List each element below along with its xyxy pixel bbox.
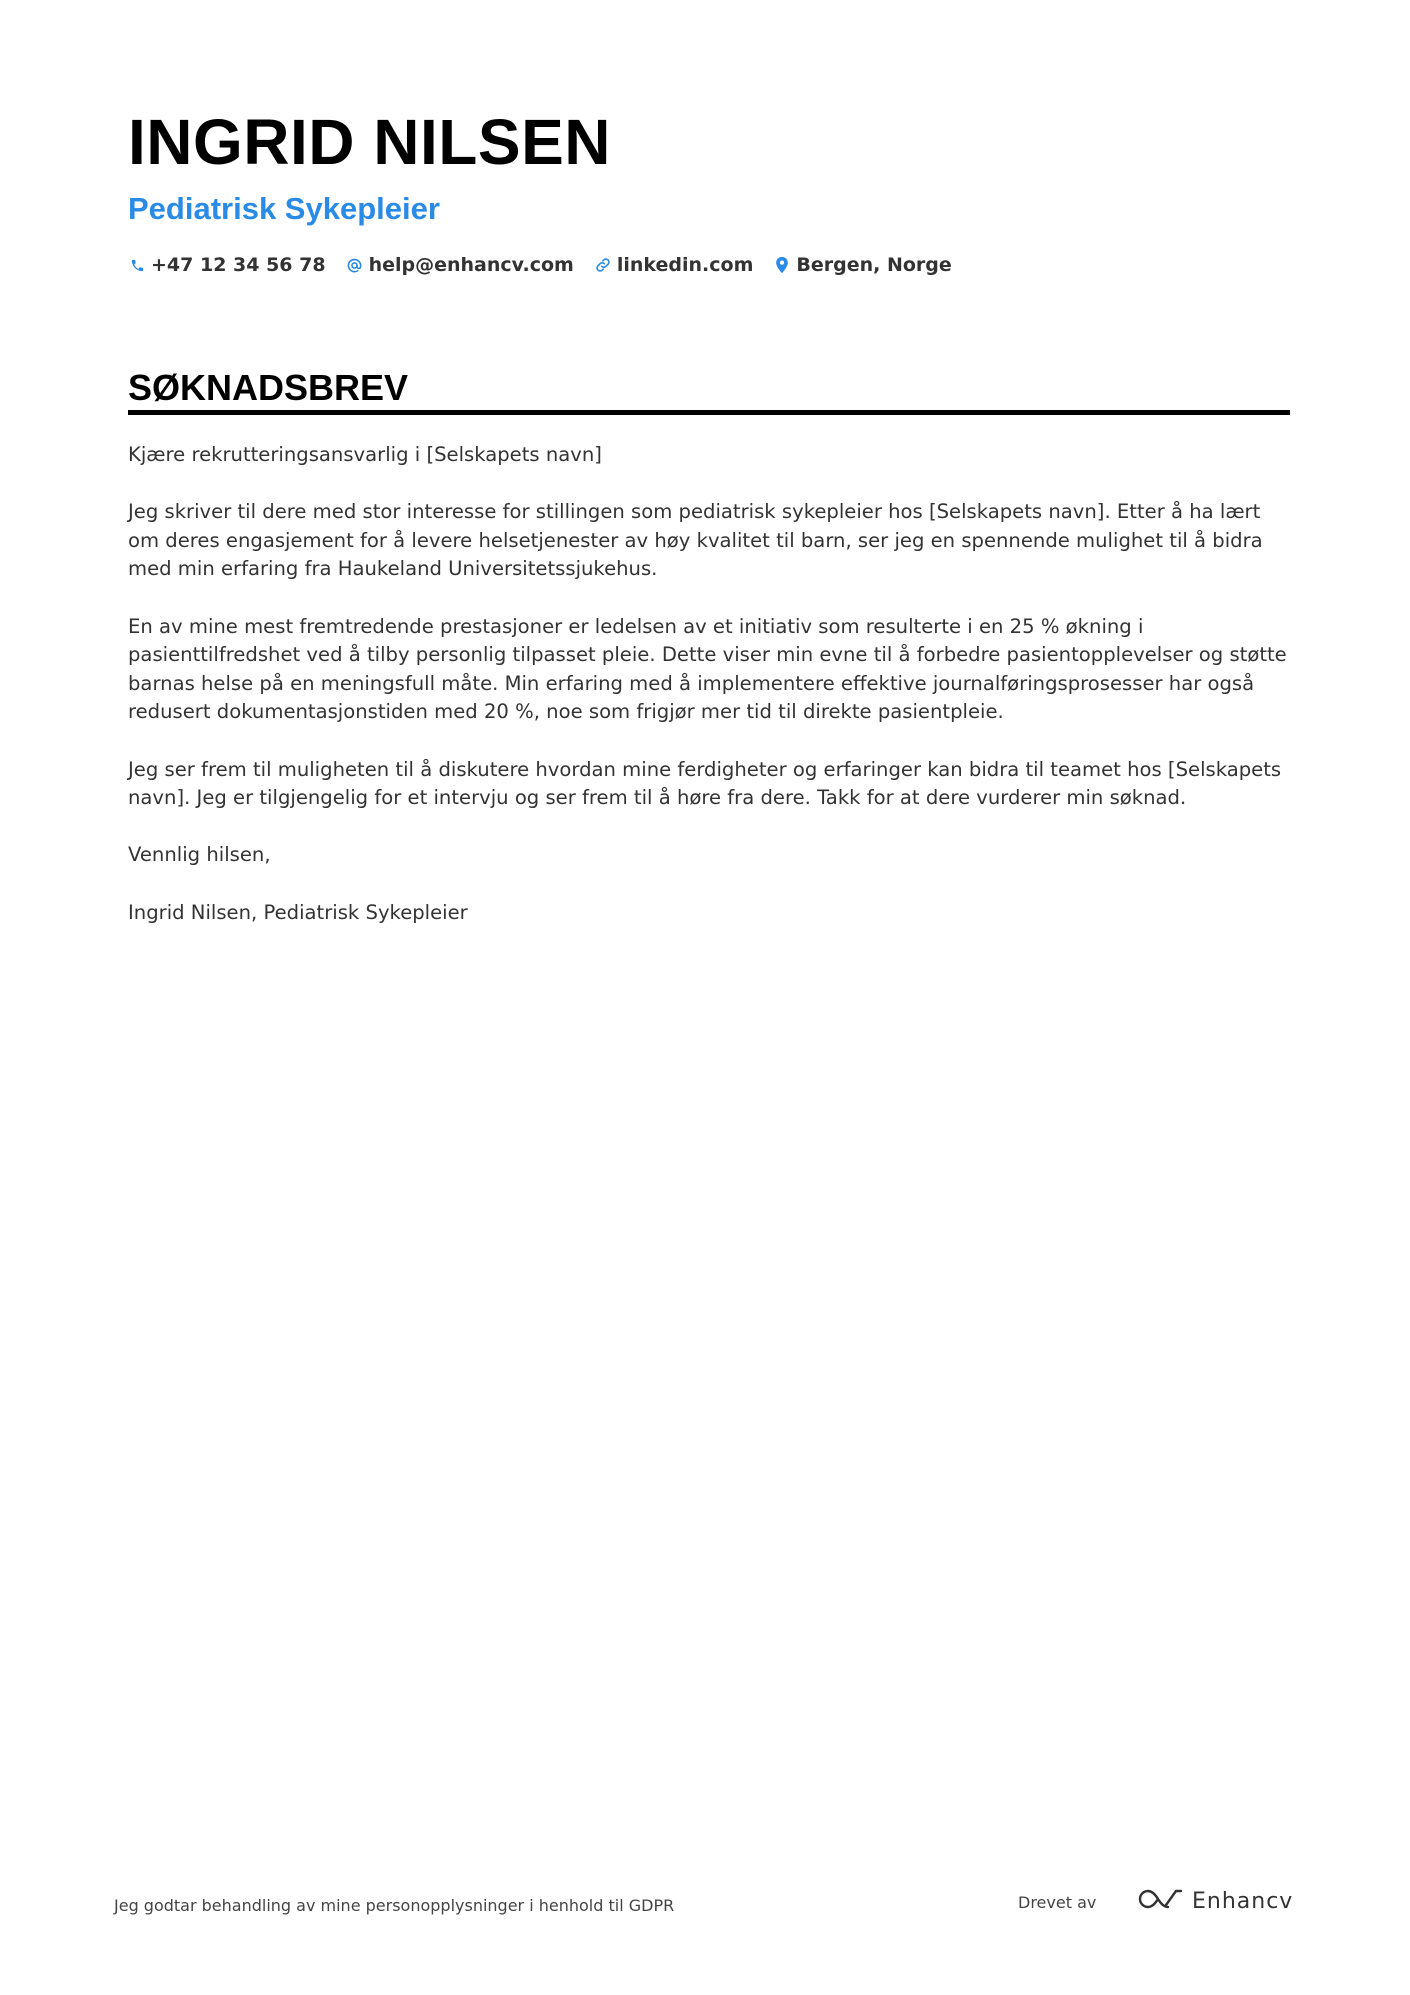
contact-phone[interactable]	[128, 255, 326, 275]
letter-paragraph: Jeg skriver til dere med stor interesse for stillingen som pediatrisk sykepleier hos [Selskapets navn]. Etter å ha lært om deres engasjement for å levere helsetjenester av høy kvalitet til barn, ser jeg en spennende mulighet til å bidra med min erfaring fra Haukeland Universitetssjukehus.	[128, 500, 1263, 581]
contact-bar	[128, 255, 972, 275]
phone-icon	[128, 255, 146, 275]
letter-body	[128, 441, 1290, 956]
linkedin-link: linkedin.com	[616, 253, 754, 276]
enhancv-logo[interactable]	[1138, 1887, 1293, 1916]
contact-location	[773, 255, 951, 275]
enhancv-logo-icon	[1138, 1887, 1184, 1916]
gdpr-consent-text: Jeg godtar behandling av mine personopplysninger i henhold til GDPR	[114, 1896, 675, 1915]
at-icon	[346, 255, 364, 275]
letter-closing: Vennlig hilsen,	[128, 843, 271, 867]
candidate-title: Pediatrisk Sykepleier	[128, 191, 440, 226]
contact-email[interactable]	[346, 255, 574, 275]
phone-number: +47 12 34 56 78	[151, 253, 326, 276]
letter-paragraph: Jeg ser frem til muligheten til å diskutere hvordan mine ferdigheter og erfaringer kan bidra til teamet hos [Selskapets navn]. Jeg er tilgjengelig for et intervju og ser frem til å høre fra dere. Takk for at dere vurderer min søknad.	[128, 757, 1282, 810]
contact-linkedin[interactable]	[594, 255, 754, 275]
candidate-name: INGRID NILSEN	[128, 106, 611, 178]
letter-signature: Ingrid Nilsen, Pediatrisk Sykepleier	[128, 900, 468, 924]
letter-paragraph: En av mine mest fremtredende prestasjoner er ledelsen av et initiativ som resulterte i en 25 % økning i pasienttilfredshet ved å tilby personlig tilpasset pleie. Dette viser min evne til å forbedre pasientopplevelser og støtte barnas helse på en meningsfull måte. Min erfaring med å implementere effektive journalføringsprosesser har også redusert dokumentasjonstiden med 20 %, noe som frigjør mer tid til direkte pasientpleie.	[128, 614, 1287, 724]
powered-by-label: Drevet av	[1018, 1893, 1097, 1912]
link-icon	[594, 255, 612, 275]
section-title: SØKNADSBREV	[128, 367, 409, 408]
location-pin-icon	[773, 255, 791, 275]
section-divider	[128, 410, 1290, 415]
letter-greeting: Kjære rekrutteringsansvarlig i [Selskapets navn]	[128, 443, 602, 466]
enhancv-wordmark: Enhancv	[1192, 1889, 1294, 1914]
email-address: help@enhancv.com	[368, 253, 574, 276]
location-text: Bergen, Norge	[796, 253, 952, 276]
